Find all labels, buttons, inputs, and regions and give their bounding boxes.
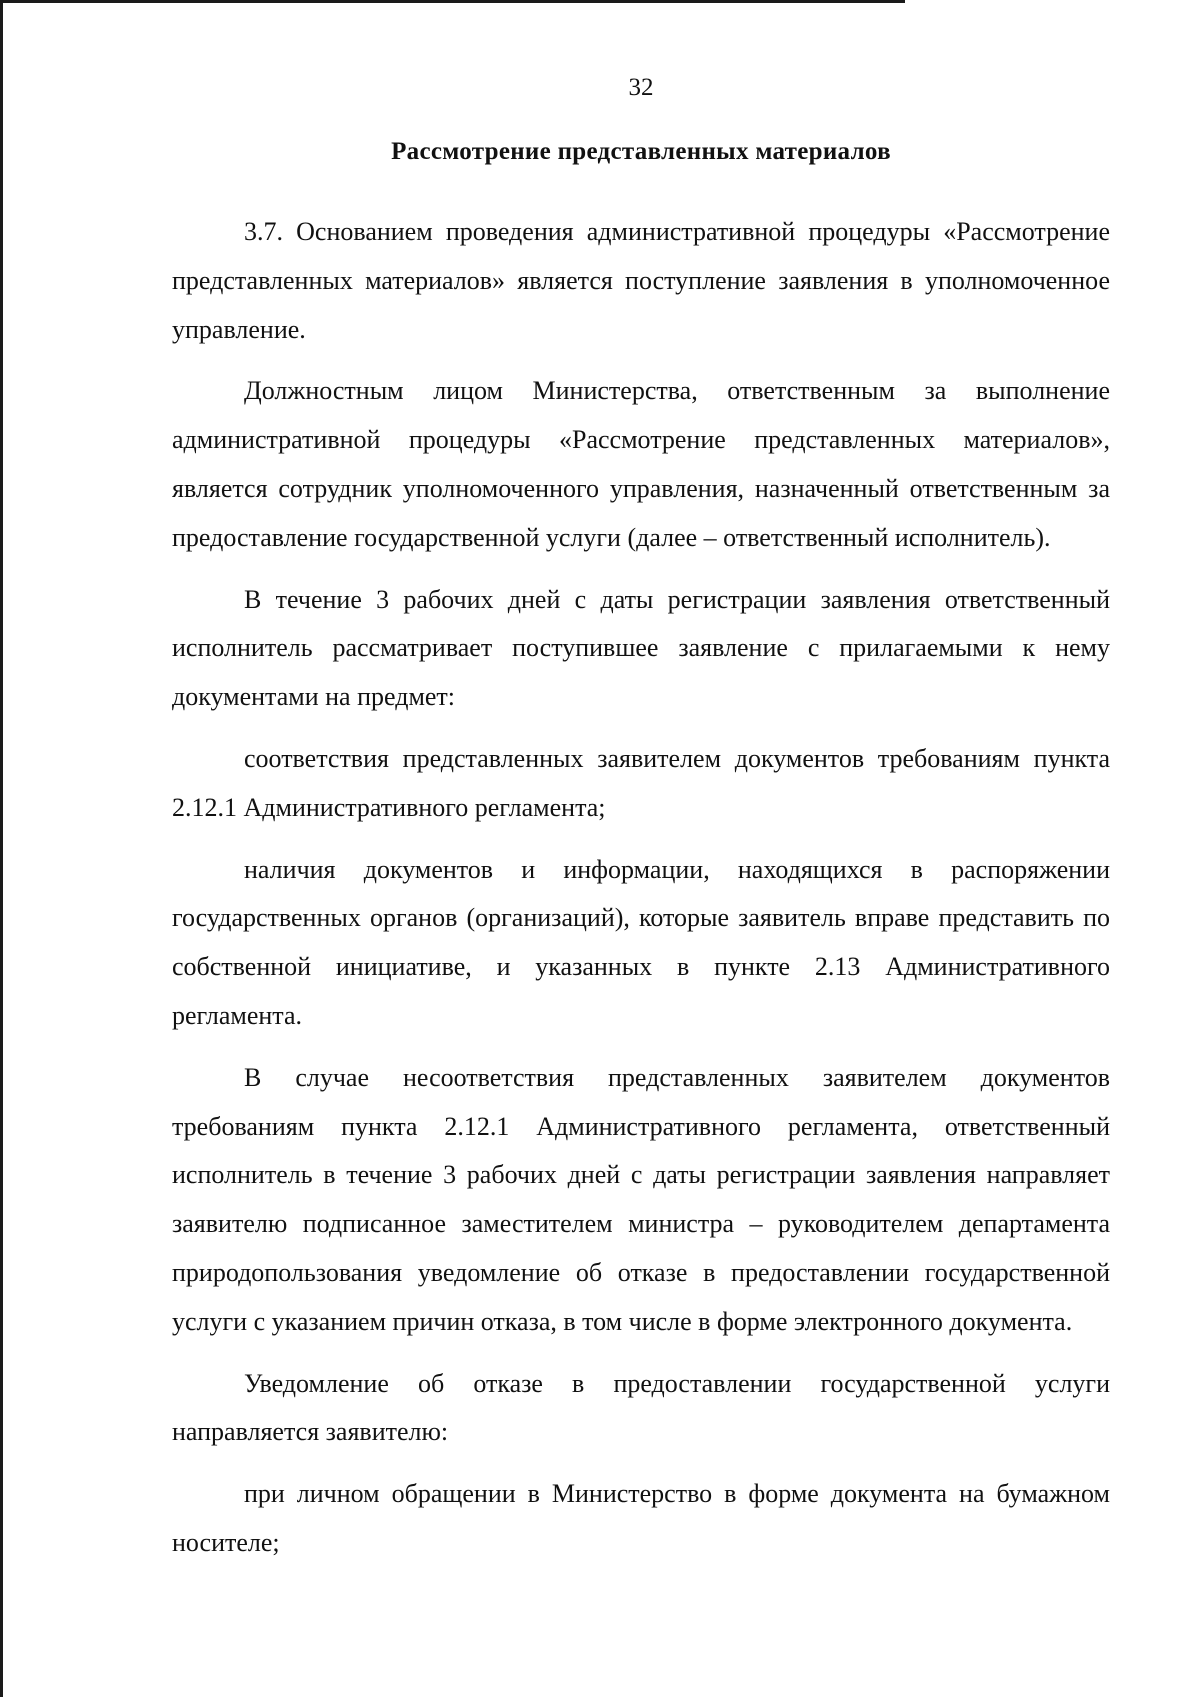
paragraph-personal-visit: при личном обращении в Министерство в форме документа на бумажном носителе; (172, 1479, 1110, 1557)
paragraph-3-7: 3.7. Основанием проведения административной процедуры «Рассмотрение представленных материалов» является поступление заявления в уполномоченное управление. (172, 217, 1110, 344)
page-number: 32 (628, 74, 654, 101)
paragraph-documents-availability: наличия документов и информации, находящихся в распоряжении государственных органов (организаций), которые заявитель вправе представить по собственной инициативе, и указанных в пункте 2.13 Административного регламента. (172, 854, 1110, 1030)
paragraph-responsible-official: Должностным лицом Министерства, ответственным за выполнение административной процедуры «Рассмотрение представленных материалов», является сотрудник уполномоченного управления, назначенный ответственным за предоставление государственной услуги (далее – ответственный исполнитель). (172, 376, 1110, 552)
scan-edge-left (0, 0, 3, 1697)
paragraph-refusal-notice: Уведомление об отказе в предоставлении государственной услуги направляется заявителю: (172, 1368, 1110, 1447)
body-text (172, 208, 1110, 1581)
section-title: Рассмотрение представленных материалов (391, 138, 891, 165)
paragraph-review-period: В течение 3 рабочих дней с даты регистрации заявления ответственный исполнитель рассматривает поступившее заявление с прилагаемыми к нему документами на предмет: (172, 584, 1110, 712)
scan-edge-top (0, 0, 905, 3)
paragraph-compliance-check: соответствия представленных заявителем документов требованиям пункта 2.12.1 Административного регламента; (172, 743, 1110, 822)
paragraph-refusal-case: В случае несоответствия представленных заявителем документов требованиям пункта 2.12.1 Административного регламента, ответственный исполнитель в течение 3 рабочих дней с даты регистрации заявления направляет заявителю подписанное заместителем министра – руководителем департамента природопользования уведомление об отказе в предоставлении государственной услуги с указанием причин отказа, в том числе в форме электронного документа. (172, 1062, 1110, 1336)
